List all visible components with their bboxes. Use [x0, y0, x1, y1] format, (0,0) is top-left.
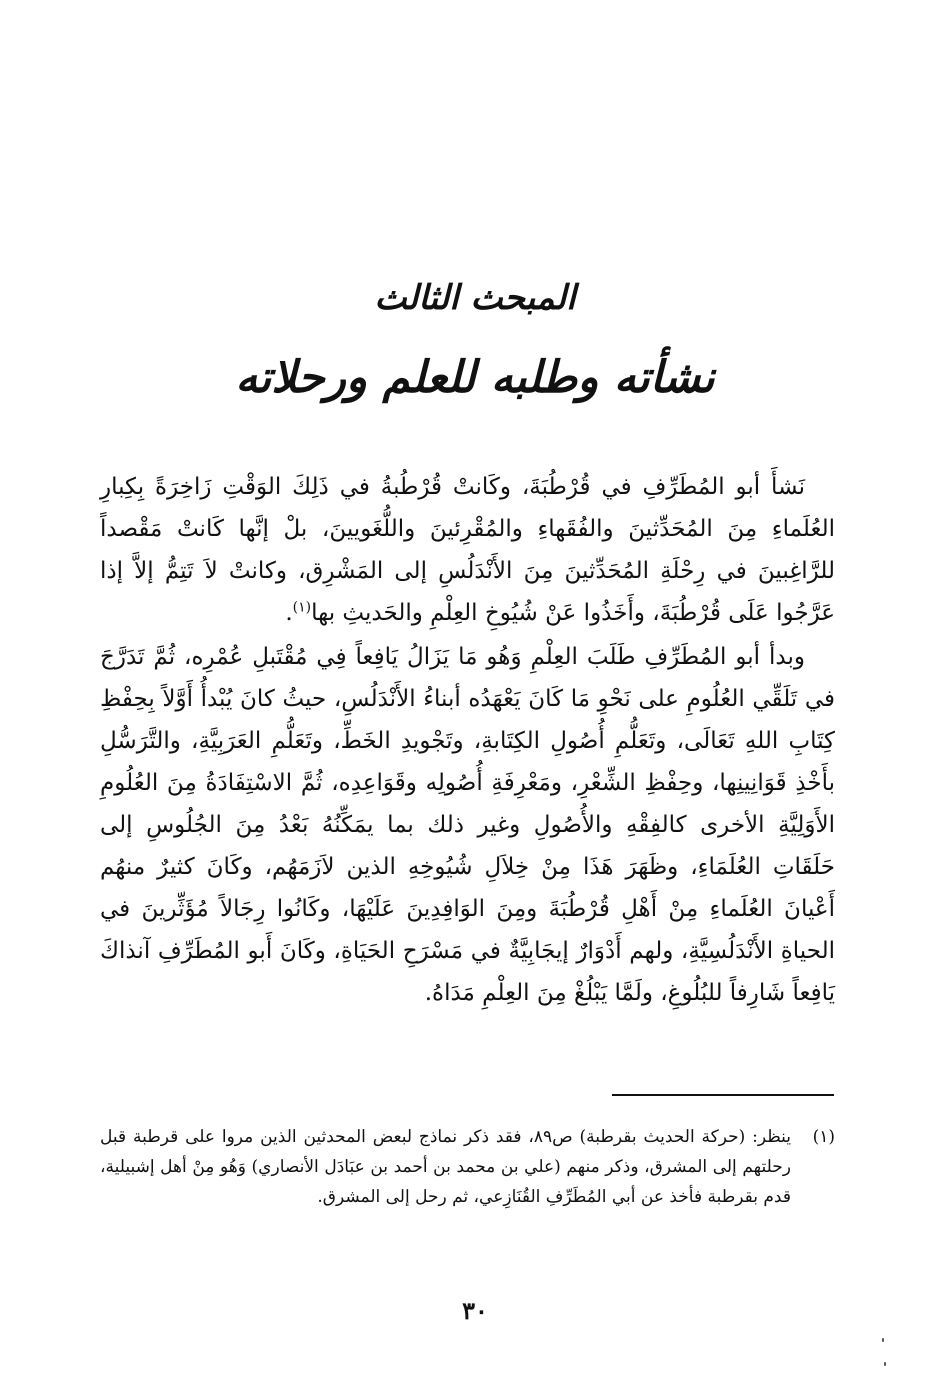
footnote-text: ينظر: (حركة الحديث بقرطبة) ص٨٩، فقد ذكر نماذج لبعض المحدثين الذين مروا على قرطبة قبل رحلتهم إلى المشرق، وذكر منهم (علي بن محمد بن أحمد بن عبَادَل الأنصاري) وَهُو مِنْ أهل إشبيلية، قدم بقرطبة فأخذ عن أبي المُطَرِّفِ القُنَازِعي، ثم رحل إلى المشرق.	[100, 1127, 792, 1207]
paragraph	[100, 636, 835, 1014]
footnote-separator	[612, 1094, 834, 1096]
footnote-reference[interactable]: (١)	[292, 599, 312, 616]
page-number: ٣٠	[462, 1296, 488, 1325]
paragraph-end: .	[285, 600, 293, 626]
footnote	[100, 1122, 835, 1212]
scan-speck	[882, 1338, 884, 1342]
scan-speck	[884, 1362, 886, 1366]
footnotes	[100, 1122, 835, 1212]
body-text	[100, 466, 835, 1016]
paragraph	[100, 466, 835, 634]
section-title: نشأته وطلبه للعلم ورحلاته	[235, 352, 715, 403]
section-label: المبحث الثالث	[374, 278, 576, 318]
paragraph-text: نَشأَ أبو المُطَرِّفِ في قُرْطُبَةَ، وكَانتْ قُرْطُبةُ في ذَلِكَ الوَقْتِ زَاخِرَةً بِكِبارِ العُلَماءِ مِنَ المُحَدِّثينَ والفُقَهاءِ والمُقْرِئينَ واللُّغَويينَ، بلْ إنَّها كَانتْ مَقْصداً للرَّاغِبينَ في رِحْلَةِ المُحَدِّثينَ مِنَ الأَنْدَلُسِ إلى المَشْرِق، وكانتْ لاَ تَتِمُّ إلاَّ إذا عَرَّجُوا عَلَى قُرْطُبَةَ، وأَخَذُوا عَنْ شُيُوخِ العِلْمِ والحَديثِ بها	[100, 474, 835, 626]
paragraph-text: وبدأ أبو المُطَرِّفِ طَلَبَ العِلْمِ وَهُو مَا يَزَالُ يَافِعاً فِي مُقْتَبلِ عُمْرِه، ثُمَّ تَدَرَّجَ في تَلَقِّي العُلُومِ على نَحْوِ مَا كَانَ يَعْهَدُه أبناءُ الأَنْدَلُسِ، حيثُ كانَ يُبْدأُ أَوَّلاً بِحِفْظِ كِتَابِ اللهِ تَعَالَى، وتَعَلُّمِ أُصُولِ الكِتَابةِ، وتَجْويدِ الخَطِّ، وتَعَلُّمِ العَرَبِيَّةِ، والتَّرَسُّلِ بأَخْذِ قَوَانِينِها، وحِفْظِ الشِّعْرِ، ومَعْرِفَةِ أُصُولِه وقَوَاعِدِه، ثُمَّ الاسْتِفَادَةُ مِنَ العُلُومِ الأَوَلِيَّةِ الأخرى كالفِقْهِ والأُصُولِ وغير ذلك بما يمَكِّنُهُ بَعْدُ مِنَ الجُلُوسِ إلى حَلَقَاتِ العُلَمَاءِ، وظَهَرَ هَذَا مِنْ خِلاَلِ شُيُوخِهِ الذين لاَزَمَهُم، وكَانَ كثيرٌ منهُم أَعْيانَ العُلَماءِ مِنْ أَهْلِ قُرْطُبَةَ ومِنَ الوَافِدِينَ عَلَيْهَا، وكَانُوا رِجَالاً مُؤَثِّرينَ في الحياةِ الأَنْدَلُسِيَّةِ، ولهم أَدْوَارٌ إيجَابِيَّةٌ في مَسْرَحِ الحَيَاةِ، وكَانَ أَبو المُطَرِّفِ آنذاكَ يَافِعاً شَارِفاً للبُلُوغِ، ولَمَّا يَبْلُغْ مِنَ العِلْمِ مَدَاهُ.	[100, 644, 836, 1006]
footnote-number: (١)	[812, 1127, 835, 1147]
